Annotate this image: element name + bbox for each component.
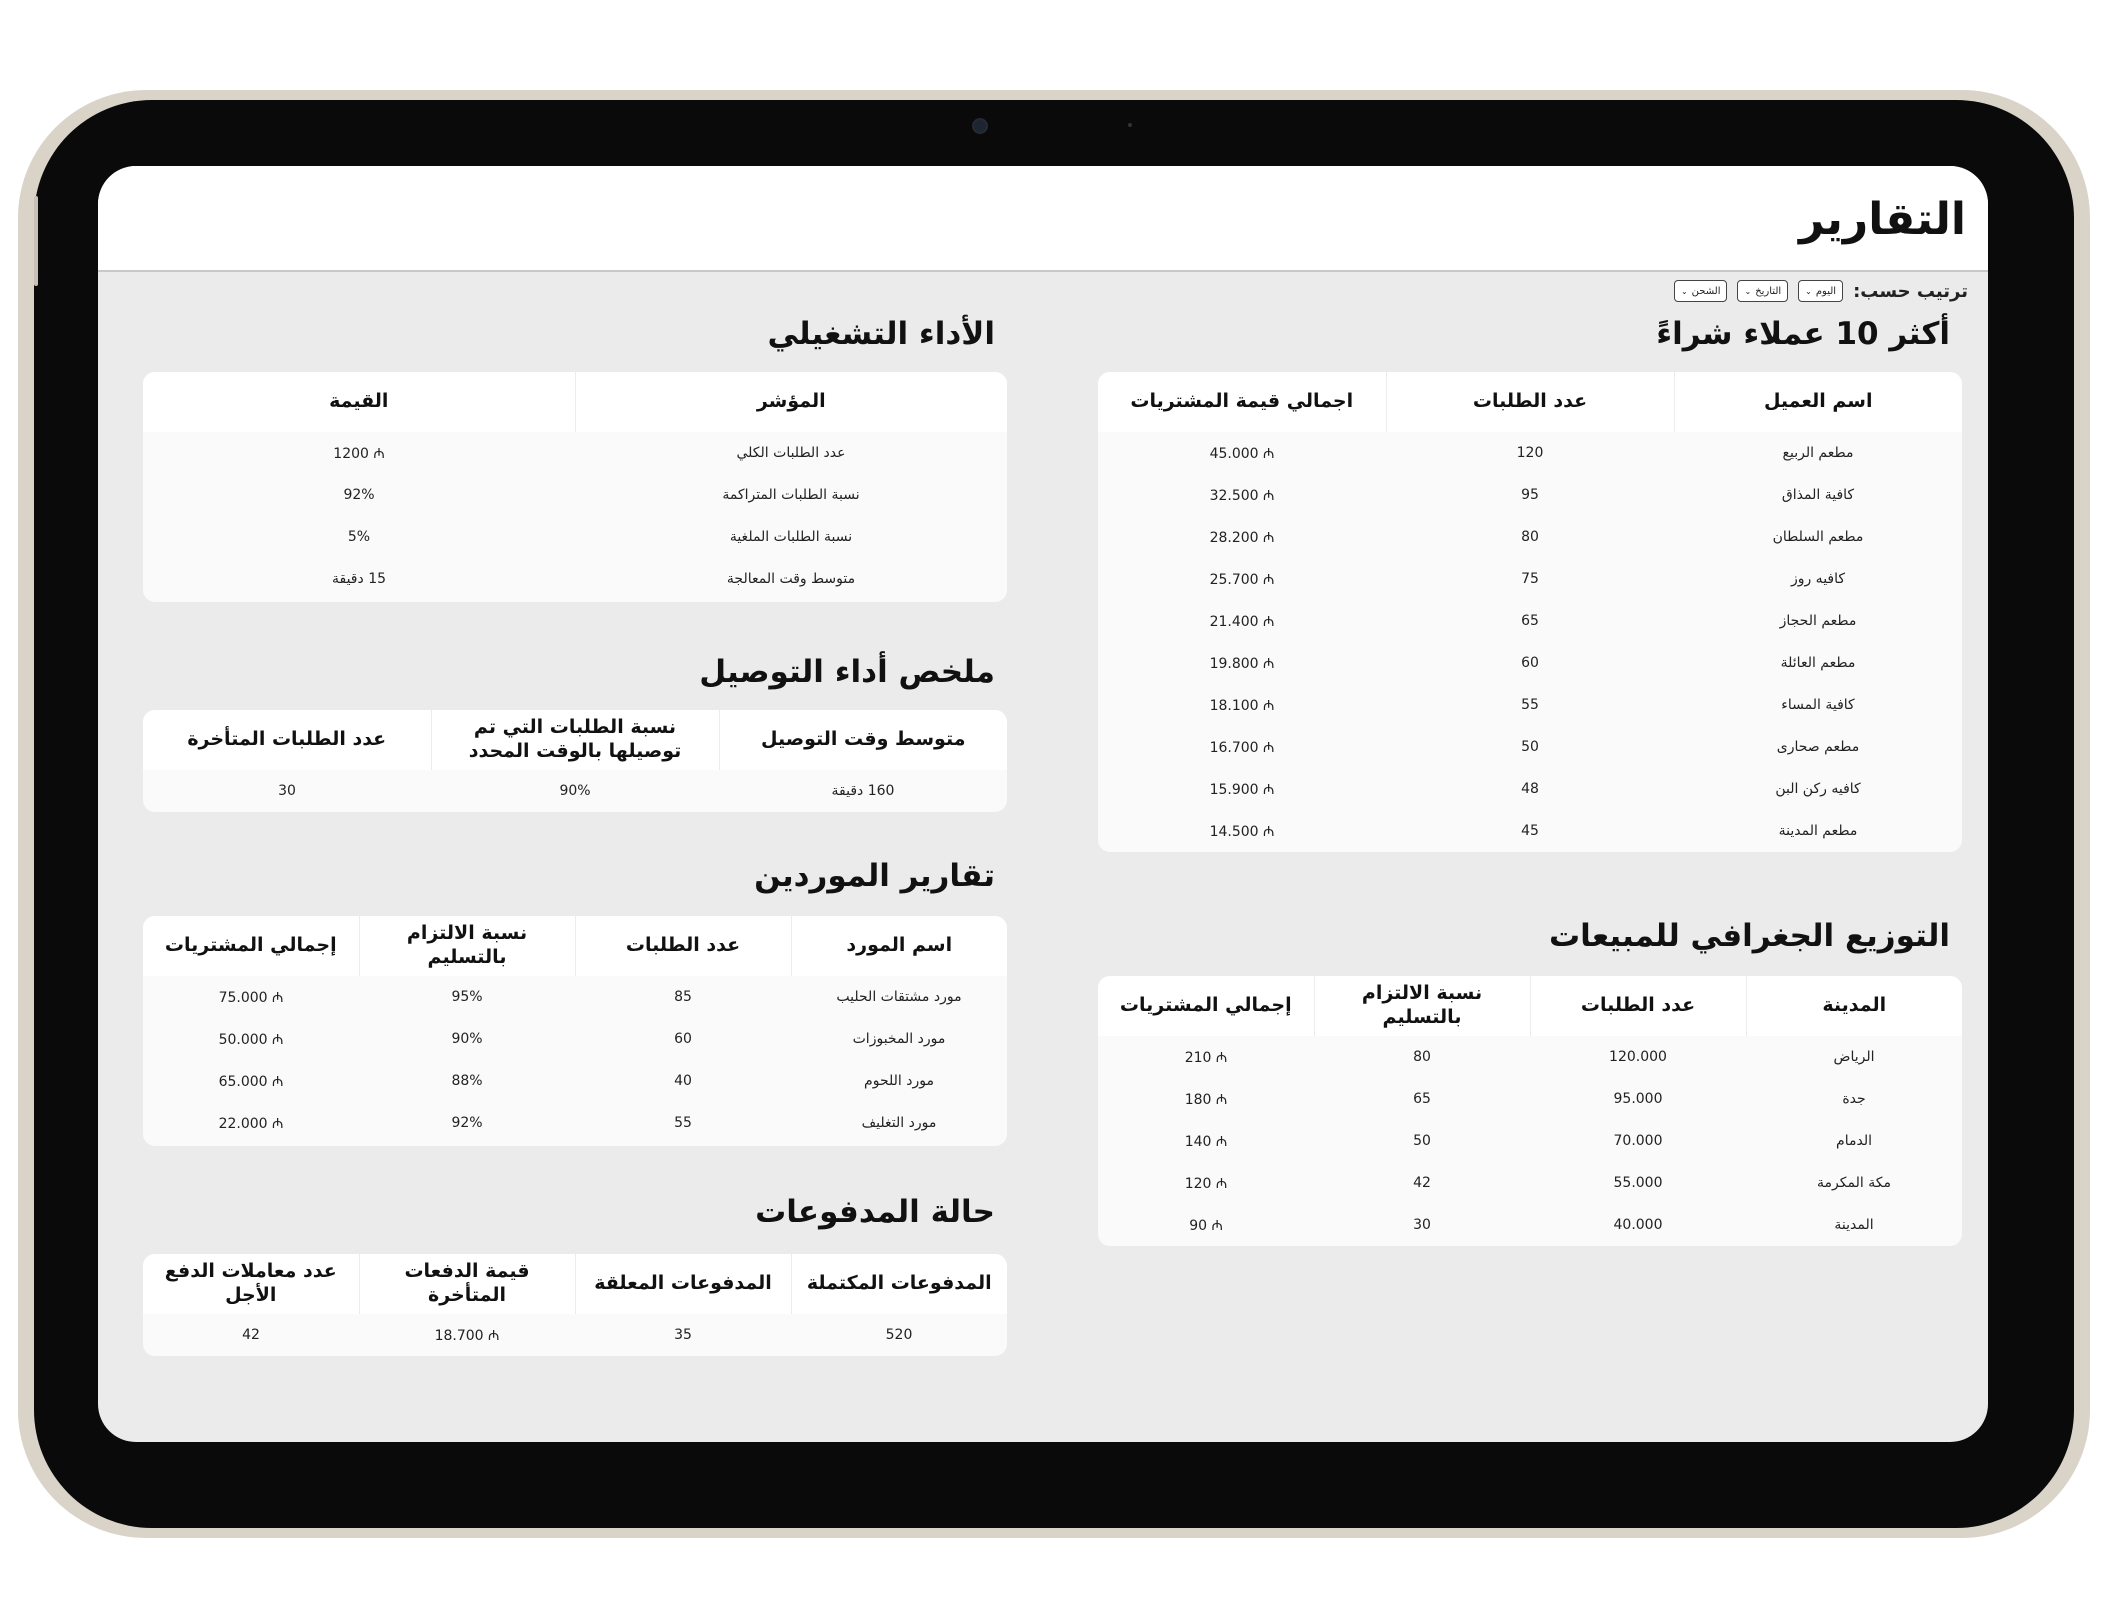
sort-option-label: التاريخ xyxy=(1755,285,1782,297)
table-cell: 95 xyxy=(1521,487,1539,503)
table-cell: 55 xyxy=(1521,697,1539,713)
table-cell: 50 xyxy=(1413,1133,1431,1149)
table-row xyxy=(1098,474,1962,516)
table-cell: مورد اللحوم xyxy=(864,1073,934,1089)
table-row xyxy=(143,558,1007,600)
column-header: قيمة الدفعات المتأخرة xyxy=(359,1254,575,1314)
table-row xyxy=(1098,558,1962,600)
table-cell: 30 xyxy=(278,783,296,799)
table-row xyxy=(1098,1078,1962,1120)
table-cell: ₼ 90 xyxy=(1189,1217,1223,1234)
table-cell: 90% xyxy=(559,783,591,799)
column-header: القيمة xyxy=(143,372,575,432)
column-header: اسم العميل xyxy=(1674,372,1962,432)
table-row xyxy=(1098,642,1962,684)
table-cell: ₼ 18.700 xyxy=(434,1327,500,1344)
delivery-summary-table xyxy=(143,710,1007,812)
table-row xyxy=(143,1018,1007,1060)
table-cell: 120 xyxy=(1516,445,1544,461)
table-cell: ₼ 25.700 xyxy=(1209,571,1275,588)
table-row xyxy=(1098,768,1962,810)
table-cell: ₼ 15.900 xyxy=(1209,781,1275,798)
app-screen xyxy=(98,166,1988,1442)
camera-icon xyxy=(972,118,988,134)
table-cell: 65 xyxy=(1413,1091,1431,1107)
sort-select-shipping[interactable] xyxy=(1674,280,1728,302)
table-cell: مورد المخبوزات xyxy=(852,1031,946,1047)
table-row xyxy=(143,770,1007,812)
table-cell: مورد التغليف xyxy=(861,1115,937,1131)
table-cell: 80 xyxy=(1521,529,1539,545)
operational-performance-card xyxy=(143,372,1007,602)
table-cell: 95% xyxy=(451,989,483,1005)
column-header: إجمالي المشتريات xyxy=(143,916,359,976)
table-cell: ₼ 21.400 xyxy=(1209,613,1275,630)
table-row xyxy=(1098,726,1962,768)
section-title-top-customers: أكثر 10 عملاء شراءً xyxy=(1656,316,1950,352)
sort-bar xyxy=(1674,278,1968,304)
payments-table xyxy=(143,1254,1007,1356)
table-cell: مطعم الحجاز xyxy=(1779,613,1857,629)
table-cell: ₼ 1200 xyxy=(333,445,385,462)
table-cell: 90% xyxy=(451,1031,483,1047)
table-cell: ₼ 22.000 xyxy=(218,1115,284,1132)
table-cell: كافية المذاق xyxy=(1781,487,1855,503)
table-cell: 5% xyxy=(347,529,371,545)
table-cell: ₼ 210 xyxy=(1184,1049,1228,1066)
section-title-geo-distribution: التوزيع الجغرافي للمبيعات xyxy=(1549,918,1950,954)
table-cell: 520 xyxy=(885,1327,913,1343)
table-row xyxy=(143,1060,1007,1102)
table-cell: 55.000 xyxy=(1613,1175,1663,1191)
geo-distribution-table xyxy=(1098,976,1962,1246)
table-row xyxy=(1098,516,1962,558)
column-header: اجمالي قيمة المشتريات xyxy=(1098,372,1386,432)
table-cell: مورد مشتقات الحليب xyxy=(836,989,962,1005)
table-cell: كافية المساء xyxy=(1781,697,1855,713)
page-title: التقارير xyxy=(1799,194,1966,245)
column-header: عدد الطلبات xyxy=(575,916,791,976)
table-cell: ₼ 18.100 xyxy=(1209,697,1275,714)
table-cell: 60 xyxy=(674,1031,692,1047)
table-cell: مطعم السلطان xyxy=(1772,529,1864,545)
table-cell: ₼ 180 xyxy=(1184,1091,1228,1108)
chevron-down-icon: ⌄ xyxy=(1744,286,1752,296)
table-row xyxy=(1098,684,1962,726)
table-cell: 95.000 xyxy=(1613,1091,1663,1107)
table-row xyxy=(1098,810,1962,852)
table-cell: ₼ 32.500 xyxy=(1209,487,1275,504)
table-cell: عدد الطلبات الكلي xyxy=(736,445,846,461)
section-title-delivery-summary: ملخص أداء التوصيل xyxy=(699,654,995,690)
column-header: المدينة xyxy=(1746,976,1962,1036)
table-cell: 160 دقيقة xyxy=(831,783,895,799)
table-cell: نسبة الطلبات الملغية xyxy=(729,529,853,545)
table-cell: ₼ 28.200 xyxy=(1209,529,1275,546)
table-cell: ₼ 16.700 xyxy=(1209,739,1275,756)
payments-card xyxy=(143,1254,1007,1356)
table-cell: ₼ 14.500 xyxy=(1209,823,1275,840)
table-row xyxy=(143,432,1007,474)
table-cell: 30 xyxy=(1413,1217,1431,1233)
table-row xyxy=(143,516,1007,558)
table-cell: ₼ 19.800 xyxy=(1209,655,1275,672)
table-cell: جدة xyxy=(1842,1091,1866,1107)
sensor-dot xyxy=(1128,123,1132,127)
table-row xyxy=(1098,1036,1962,1078)
delivery-summary-card xyxy=(143,710,1007,812)
table-cell: مطعم صحارى xyxy=(1776,739,1860,755)
column-header: عدد معاملات الدفع الأجل xyxy=(143,1254,359,1314)
sort-select-day[interactable] xyxy=(1798,280,1843,302)
sort-option-label: الشحن xyxy=(1691,285,1721,297)
table-row xyxy=(143,1102,1007,1144)
table-cell: 42 xyxy=(1413,1175,1431,1191)
table-cell: كافيه ركن البن xyxy=(1775,781,1861,797)
suppliers-table xyxy=(143,916,1007,1144)
section-title-operational-performance: الأداء التشغيلي xyxy=(767,316,995,352)
column-header: اسم المورد xyxy=(791,916,1007,976)
top-customers-card xyxy=(1098,372,1962,852)
column-header: نسبة الالتزام بالتسليم xyxy=(1314,976,1530,1036)
section-title-payments: حالة المدفوعات xyxy=(755,1194,995,1230)
table-cell: 65 xyxy=(1521,613,1539,629)
table-cell: 55 xyxy=(674,1115,692,1131)
table-row xyxy=(1098,600,1962,642)
table-cell: 70.000 xyxy=(1613,1133,1663,1149)
table-cell: 35 xyxy=(674,1327,692,1343)
table-cell: الرياض xyxy=(1833,1049,1875,1065)
column-header: عدد الطلبات المتأخرة xyxy=(143,710,431,770)
section-title-suppliers: تقارير الموردين xyxy=(754,858,995,894)
table-cell: ₼ 120 xyxy=(1184,1175,1228,1192)
table-cell: مطعم الربيع xyxy=(1782,445,1854,461)
table-cell: مكة المكرمة xyxy=(1817,1175,1891,1191)
table-cell: مطعم المدينة xyxy=(1778,823,1858,839)
column-header: نسبة الطلبات التي تم توصيلها بالوقت المحدد xyxy=(431,710,719,770)
table-row xyxy=(1098,1162,1962,1204)
chevron-down-icon: ⌄ xyxy=(1805,286,1812,296)
table-row xyxy=(143,474,1007,516)
geo-distribution-card xyxy=(1098,976,1962,1246)
operational-performance-table xyxy=(143,372,1007,600)
table-cell: 50 xyxy=(1521,739,1539,755)
table-cell: الدمام xyxy=(1836,1133,1872,1149)
table-cell: متوسط وقت المعالجة xyxy=(726,571,856,587)
column-header: المؤشر xyxy=(575,372,1007,432)
top-customers-table xyxy=(1098,372,1962,852)
table-cell: ₼ 75.000 xyxy=(218,989,284,1006)
table-cell: 45 xyxy=(1521,823,1539,839)
suppliers-card xyxy=(143,916,1007,1146)
table-cell: 48 xyxy=(1521,781,1539,797)
tablet-side-button xyxy=(34,196,38,286)
table-cell: 40 xyxy=(674,1073,692,1089)
column-header: عدد الطلبات xyxy=(1386,372,1674,432)
sort-label: ترتيب حسب: xyxy=(1853,280,1968,302)
table-cell: 92% xyxy=(343,487,375,503)
table-row xyxy=(143,1314,1007,1356)
table-cell: ₼ 50.000 xyxy=(218,1031,284,1048)
table-cell: 60 xyxy=(1521,655,1539,671)
column-header: المدفوعات المعلقة xyxy=(575,1254,791,1314)
table-cell: ₼ 140 xyxy=(1184,1133,1228,1150)
sort-select-date[interactable] xyxy=(1737,280,1788,302)
table-cell: 88% xyxy=(451,1073,483,1089)
table-cell: 75 xyxy=(1521,571,1539,587)
column-header: إجمالي المشتريات xyxy=(1098,976,1314,1036)
table-cell: كافيه روز xyxy=(1790,571,1846,587)
table-cell: 42 xyxy=(242,1327,260,1343)
column-header: متوسط وقت التوصيل xyxy=(719,710,1007,770)
header-bar xyxy=(98,166,1988,272)
table-row xyxy=(143,976,1007,1018)
table-cell: 40.000 xyxy=(1613,1217,1663,1233)
column-header: نسبة الالتزام بالتسليم xyxy=(359,916,575,976)
table-cell: 120.000 xyxy=(1609,1049,1667,1065)
table-cell: 92% xyxy=(451,1115,483,1131)
column-header: عدد الطلبات xyxy=(1530,976,1746,1036)
table-row xyxy=(1098,432,1962,474)
table-cell: ₼ 45.000 xyxy=(1209,445,1275,462)
table-cell: 80 xyxy=(1413,1049,1431,1065)
sort-option-label: اليوم xyxy=(1815,285,1837,297)
table-cell: نسبة الطلبات المتراكمة xyxy=(722,487,860,503)
table-row xyxy=(1098,1120,1962,1162)
table-cell: 15 دقيقة xyxy=(331,571,387,587)
table-row xyxy=(1098,1204,1962,1246)
column-header: المدفوعات المكتملة xyxy=(791,1254,1007,1314)
chevron-down-icon: ⌄ xyxy=(1680,286,1688,296)
table-cell: المدينة xyxy=(1834,1217,1874,1233)
table-cell: ₼ 65.000 xyxy=(218,1073,284,1090)
table-cell: 85 xyxy=(674,989,692,1005)
table-cell: مطعم العائلة xyxy=(1780,655,1856,671)
